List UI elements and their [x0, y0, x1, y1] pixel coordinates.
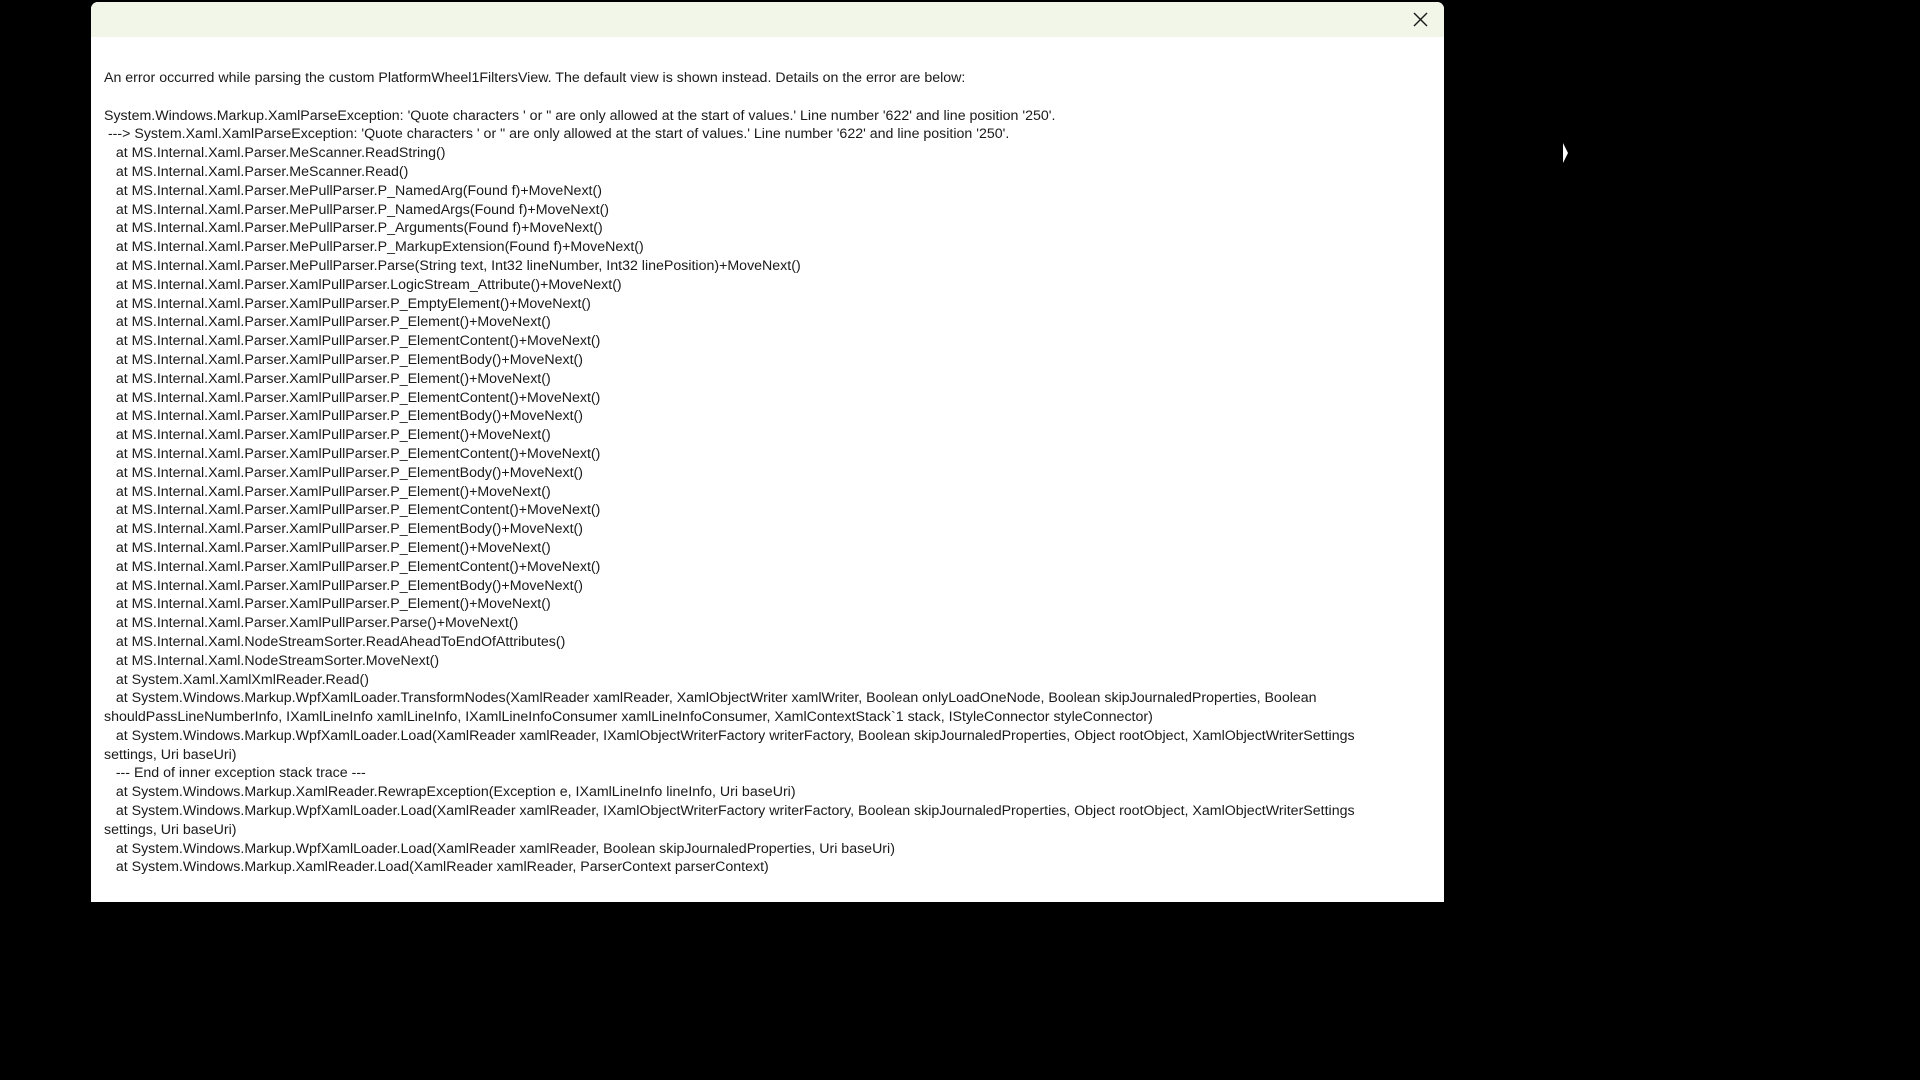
- dialog-titlebar: [91, 2, 1444, 37]
- error-stack-trace: System.Windows.Markup.XamlParseException: 'Quote characters ' or " are only allowed at the start of values.' Line number '622' and line position '250'. ---> System.Xaml.XamlParseException: 'Quote characters ' or " are only allowed at the start of values.' Line number '622' and line position '250'. at MS.Internal.Xaml.Parser.MeScanner.ReadString() at MS.Internal.Xaml.Parser.MeScanner.Read() at MS.Internal.Xaml.Parser.MePullParser.P_NamedArg(Found f)+MoveNext() at MS.Internal.Xaml.Parser.MePullParser.P_NamedArgs(Found f)+MoveNext() at MS.Internal.Xaml.Parser.MePullParser.P_Arguments(Found f)+MoveNext() at MS.Internal.Xaml.Parser.MePullParser.P_MarkupExtension(Found f)+MoveNext() at MS.Internal.Xaml.Parser.MePullParser.Parse(String text, Int32 lineNumber, Int32 linePosition)+MoveNext() at MS.Internal.Xaml.Parser.XamlPullParser.LogicStream_Attribute()+MoveNext() at MS.Internal.Xaml.Parser.XamlPullParser.P_EmptyElement()+MoveNext() at MS.Internal.Xaml.Parser.XamlPullParser.P_Element()+MoveNext() at MS.Internal.Xaml.Parser.XamlPullParser.P_ElementContent()+MoveNext() at MS.Internal.Xaml.Parser.XamlPullParser.P_ElementBody()+MoveNext() at MS.Internal.Xaml.Parser.XamlPullParser.P_Element()+MoveNext() at MS.Internal.Xaml.Parser.XamlPullParser.P_ElementContent()+MoveNext() at MS.Internal.Xaml.Parser.XamlPullParser.P_ElementBody()+MoveNext() at MS.Internal.Xaml.Parser.XamlPullParser.P_Element()+MoveNext() at MS.Internal.Xaml.Parser.XamlPullParser.P_ElementContent()+MoveNext() at MS.Internal.Xaml.Parser.XamlPullParser.P_ElementBody()+MoveNext() at MS.Internal.Xaml.Parser.XamlPullParser.P_Element()+MoveNext() at MS.Internal.Xaml.Parser.XamlPullParser.P_ElementContent()+MoveNext() at MS.Internal.Xaml.Parser.XamlPullParser.P_ElementBody()+MoveNext() at MS.Internal.Xaml.Parser.XamlPullParser.P_Element()+MoveNext() at MS.Internal.Xaml.Parser.XamlPullParser.P_ElementContent()+MoveNext() at MS.Internal.Xaml.Parser.XamlPullParser.P_ElementBody()+MoveNext() at MS.Internal.Xaml.Parser.XamlPullParser.P_Element()+MoveNext() at MS.Internal.Xaml.Parser.XamlPullParser.Parse()+MoveNext() at MS.Internal.Xaml.NodeStreamSorter.ReadAheadToEndOfAttributes() at MS.Internal.Xaml.NodeStreamSorter.MoveNext() at System.Xaml.XamlXmlReader.Read() at System.Windows.Markup.WpfXamlLoader.TransformNodes(XamlReader xamlReader, XamlObjectWriter xamlWriter, Boolean onlyLoadOneNode, Boolean skipJournaledProperties, Boolean shouldPassLineNumberInfo, IXamlLineInfo xamlLineInfo, IXamlLineInfoConsumer xamlLineInfoConsumer, XamlContextStack`1 stack, IStyleConnector styleConnector) at System.Windows.Markup.WpfXamlLoader.Load(XamlReader xamlReader, IXamlObjectWriterFactory writerFactory, Boolean skipJournaledProperties, Object rootObject, XamlObjectWriterSettings settings, Uri baseUri) --- End of inner exception stack trace --- at System.Windows.Markup.XamlReader.RewrapException(Exception e, IXamlLineInfo lineInfo, Uri baseUri) at System.Windows.Markup.WpfXamlLoader.Load(XamlReader xamlReader, IXamlObjectWriterFactory writerFactory, Boolean skipJournaledProperties, Object rootObject, XamlObjectWriterSettings settings, Uri baseUri) at System.Windows.Markup.WpfXamlLoader.Load(XamlReader xamlReader, Boolean skipJournaledProperties, Uri baseUri) at System.Windows.Markup.XamlReader.Load(XamlReader xamlReader, ParserContext parserContext): [104, 107, 1355, 876]
- error-content: [104, 64, 1404, 877]
- error-intro-text: An error occurred while parsing the custom PlatformWheel1FiltersView. The default view is shown instead. Details on the error are below:: [104, 70, 966, 86]
- error-dialog: [91, 2, 1444, 902]
- close-icon: [1413, 12, 1428, 27]
- text-cursor-icon: [1563, 143, 1569, 163]
- close-button[interactable]: [1406, 4, 1436, 34]
